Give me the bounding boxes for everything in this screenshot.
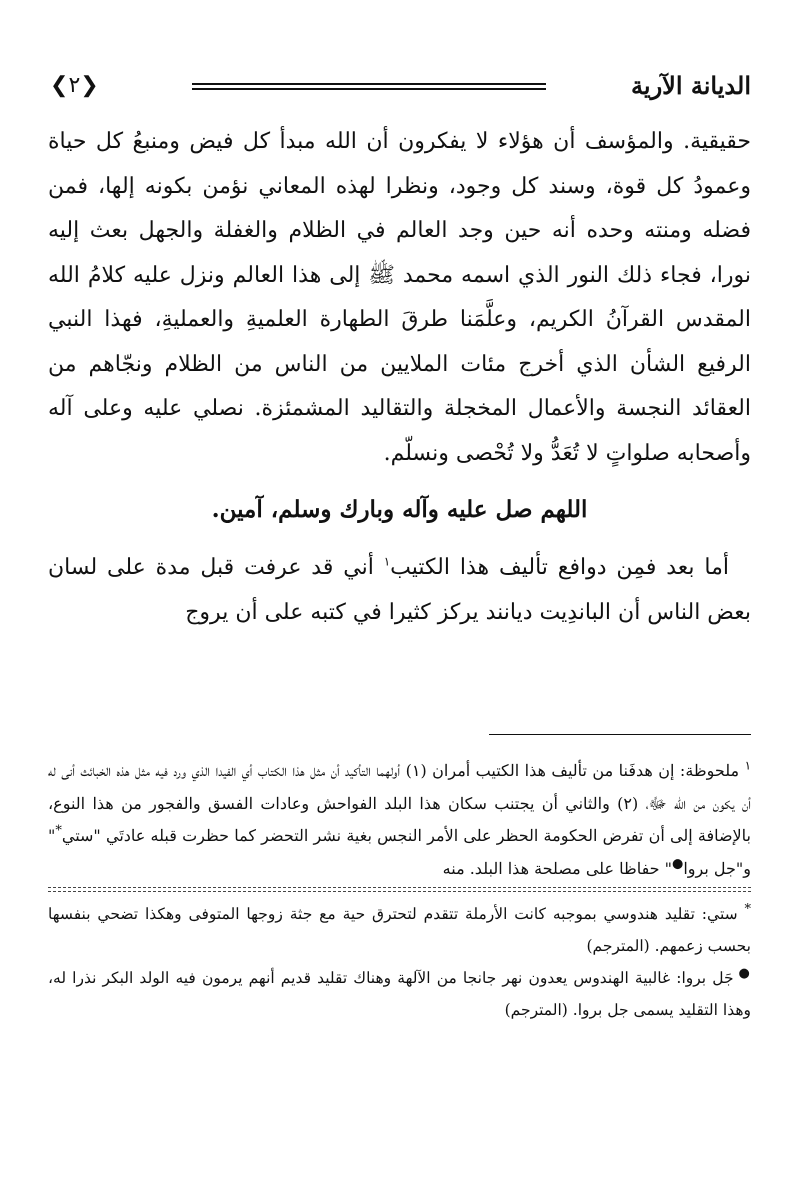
asterisk-icon: * (744, 901, 751, 917)
footnote-1-end: " حفاظا على مصلحة هذا البلد. منه (442, 858, 673, 878)
footnote-reference[interactable]: ١ (383, 554, 391, 569)
footnotes (48, 755, 751, 1026)
translator-note-jal-parva (48, 962, 751, 1026)
prayer-heading: اللهم صل عليه وآله وبارك وسلم، آمين. (211, 496, 588, 523)
translator-note-sati (48, 898, 751, 962)
paragraph-2-after: أني قد عرفت قبل مدة على لسان بعض الناس أن الباندِيت ديانند يركز كثيرا في كتبه على أن يروج (48, 555, 751, 625)
translator-note-jal-parva-text: جَل بروا: غالبية الهندوس يعدون نهر جانجا من الآلهة وهناك تقليد قديم أنهم يرمون فيه الولد البكر نذرا له، وهذا التقليد يسمى جل بروا. (المترجم) (48, 969, 751, 1019)
paragraph-2 (48, 546, 751, 635)
translator-note-sati-text: ستي: تقليد هندوسي بموجبه كانت الأرملة تتقدم لتحترق حية مع جثة زوجها المتوفى وهكذا تضحي بنفسها بحسب زعمهم. (المترجم) (48, 905, 751, 955)
footnote-1-mid: " و"جل بروا (48, 826, 751, 878)
paragraph-2-before: أما بعد فمِن دوافع تأليف هذا الكتيب (390, 555, 729, 580)
footnote-1-mark: ١ (744, 758, 752, 773)
running-title: الديانة الآرية (631, 71, 751, 100)
footnote-1 (48, 755, 751, 885)
footnote-rule (489, 734, 751, 735)
page-number: ❮٢❯ (50, 73, 99, 98)
translator-notes-separator (48, 887, 751, 892)
page-header (50, 66, 751, 106)
asterisk-icon: * (55, 823, 62, 839)
paragraph-1: حقيقية. والمؤسف أن هؤلاء لا يفكرون أن الله مبدأ كل فيض ومنبعُ كل حياة وعمودُ كل قوة، وسند كل وجود، ونظرا لهذه المعاني نؤمن بكونه إلها، فمن فضله ومنته وحده أنه حين وجد العالم في الظلام والغفلة والجهل بعث إليه نورا، فجاء ذلك النور الذي اسمه محمد ﷺ إلى هذا العالم ونزل عليه كلامُ الله المقدس القرآنُ الكريم، وعلَّمَنا طرقَ الطهارة العلميةِ والعمليةِ، فهذا النبي الرفيع الشأن الذي أخرج مئات الملايين من الناس من الظلام ونجّاهم من العقائد النجسة والأعمال المخجلة والتقاليد المشمئزة. نصلي عليه وعلى آله وأصحابه صلواتٍ لا تُعَدُّ ولا تُحْصى ونسلّم. (48, 129, 751, 466)
dot-marker-icon: ● (738, 965, 751, 981)
footnote-1-text: ملحوظة: إن هدفَنا من تأليف هذا الكتيب أمران (١) أولهما التأكيد أن مثل هذا الكتاب أي الفيدا الذي ورد فيه مثل هذه الخبائث أنى له أن يكون من الله ﷻ، (٢) والثاني أن يجتنب سكان هذا البلد الفواحش وعادات الفسق والفجور من هذا النوع، بالإضافة إلى أن تفرض الحكومة الحظر على الأمر النجس بغية نشر التحضر كما حظرت قبله عادتَي "ستي (48, 761, 752, 845)
header-rule (192, 83, 546, 90)
dot-marker-icon: ● (672, 856, 684, 872)
body-text (48, 120, 751, 635)
